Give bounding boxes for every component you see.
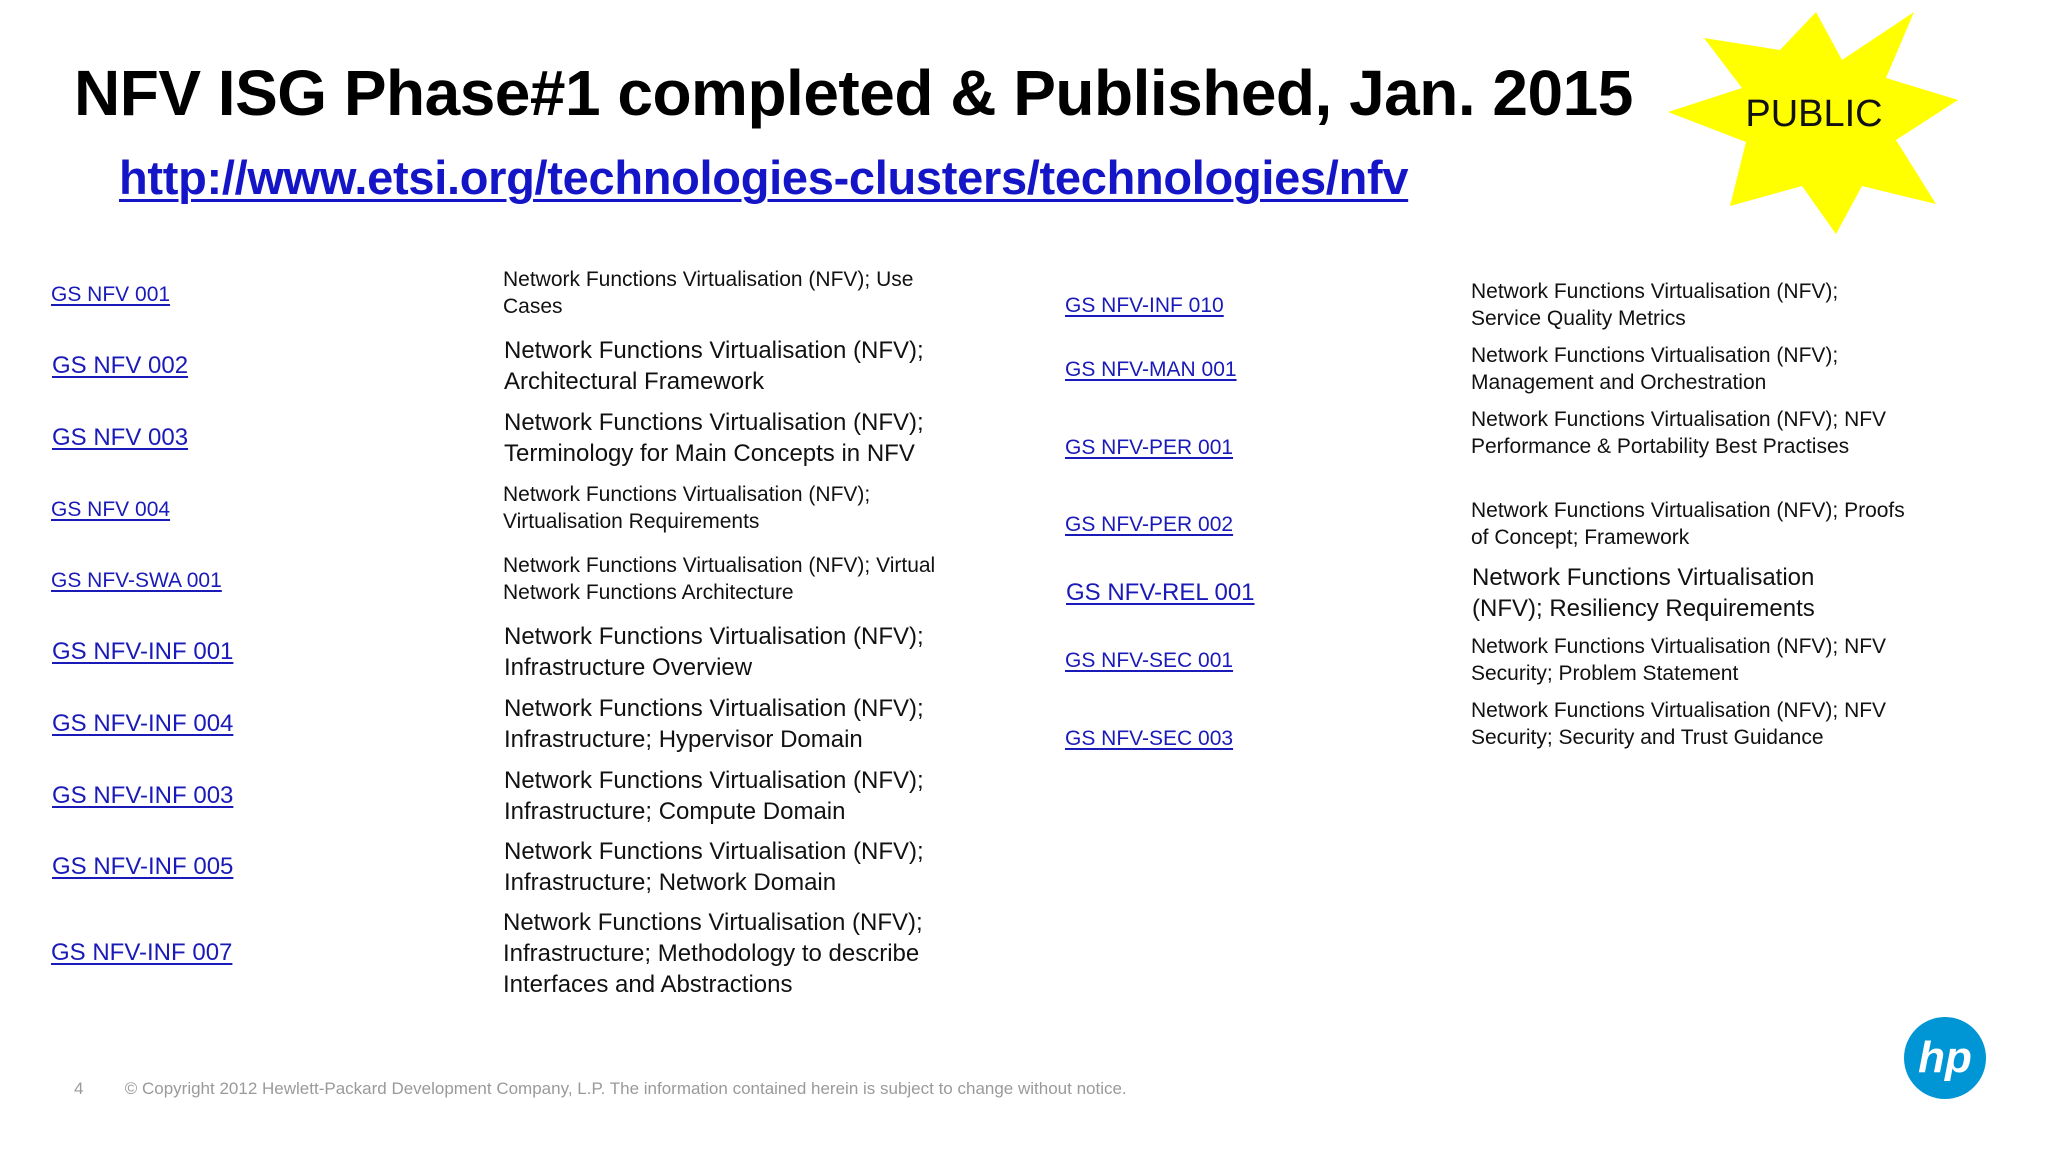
doc-desc-nfv-man-001: Network Functions Virtualisation (NFV); Management and Orchestration: [1471, 344, 1839, 394]
doc-link-nfv-002[interactable]: GS NFV 002: [52, 352, 189, 379]
hp-logo-icon: [1903, 1016, 1987, 1100]
doc-link-nfv-per-001[interactable]: GS NFV-PER 001: [1065, 436, 1234, 459]
doc-link-nfv-inf-004[interactable]: GS NFV-INF 004: [52, 710, 234, 737]
doc-link-nfv-sec-003[interactable]: GS NFV-SEC 003: [1065, 727, 1234, 750]
doc-link-nfv-inf-003[interactable]: GS NFV-INF 003: [52, 782, 234, 809]
hp-logo-text: hp: [1918, 1033, 1972, 1082]
doc-link-nfv-inf-001[interactable]: GS NFV-INF 001: [52, 638, 234, 665]
doc-link-nfv-man-001[interactable]: GS NFV-MAN 001: [1065, 358, 1237, 381]
copyright-notice: © Copyright 2012 Hewlett-Packard Development Company, L.P. The information contained herein is subject to change without notice.: [124, 1079, 1127, 1098]
badge-label: PUBLIC: [1745, 93, 1883, 135]
doc-link-nfv-001[interactable]: GS NFV 001: [51, 283, 171, 306]
doc-desc-nfv-inf-005: Network Functions Virtualisation (NFV); Infrastructure; Network Domain: [504, 838, 924, 896]
doc-link-nfv-003[interactable]: GS NFV 003: [52, 424, 189, 451]
doc-desc-nfv-001: Network Functions Virtualisation (NFV); Use Cases: [503, 268, 914, 318]
footer: [74, 1079, 1127, 1099]
doc-desc-nfv-rel-001: Network Functions Virtualisation (NFV); Resiliency Requirements: [1472, 564, 1815, 622]
doc-link-nfv-inf-005[interactable]: GS NFV-INF 005: [52, 853, 234, 880]
doc-desc-nfv-004: Network Functions Virtualisation (NFV); Virtualisation Requirements: [503, 483, 871, 533]
doc-desc-nfv-swa-001: Network Functions Virtualisation (NFV); Virtual Network Functions Architecture: [503, 554, 936, 604]
public-badge: [1660, 8, 1968, 238]
doc-desc-nfv-inf-004: Network Functions Virtualisation (NFV); Infrastructure; Hypervisor Domain: [504, 695, 924, 753]
doc-desc-nfv-inf-010: Network Functions Virtualisation (NFV); Service Quality Metrics: [1471, 280, 1839, 330]
doc-link-nfv-sec-001[interactable]: GS NFV-SEC 001: [1065, 649, 1234, 672]
doc-link-nfv-inf-007[interactable]: GS NFV-INF 007: [51, 939, 233, 966]
doc-link-nfv-rel-001[interactable]: GS NFV-REL 001: [1066, 579, 1255, 606]
doc-link-nfv-004[interactable]: GS NFV 004: [51, 498, 171, 521]
doc-desc-nfv-002: Network Functions Virtualisation (NFV); Architectural Framework: [504, 337, 924, 395]
doc-desc-nfv-003: Network Functions Virtualisation (NFV); Terminology for Main Concepts in NFV: [504, 409, 924, 467]
doc-desc-nfv-per-001: Network Functions Virtualisation (NFV); NFV Performance & Portability Best Practises: [1471, 408, 1887, 458]
doc-desc-nfv-inf-001: Network Functions Virtualisation (NFV); Infrastructure Overview: [504, 623, 924, 681]
page-title: NFV ISG Phase#1 completed & Published, Jan. 2015: [74, 57, 1633, 129]
doc-desc-nfv-sec-003: Network Functions Virtualisation (NFV); NFV Security; Security and Trust Guidance: [1471, 699, 1887, 749]
page-number: 4: [74, 1079, 84, 1098]
doc-desc-nfv-sec-001: Network Functions Virtualisation (NFV); NFV Security; Problem Statement: [1471, 635, 1887, 685]
hp-logo: [1903, 1016, 1987, 1100]
doc-desc-nfv-inf-007: Network Functions Virtualisation (NFV); Infrastructure; Methodology to describe Interfaces and Abstractions: [503, 909, 923, 998]
etsi-nfv-link[interactable]: http://www.etsi.org/technologies-clusters/technologies/nfv: [119, 151, 1409, 204]
doc-link-nfv-inf-010[interactable]: GS NFV-INF 010: [1065, 294, 1224, 317]
starburst-icon: [1660, 8, 1968, 238]
doc-link-nfv-swa-001[interactable]: GS NFV-SWA 001: [51, 569, 222, 592]
doc-desc-nfv-per-002: Network Functions Virtualisation (NFV); Proofs of Concept; Framework: [1471, 499, 1905, 549]
doc-link-nfv-per-002[interactable]: GS NFV-PER 002: [1065, 513, 1234, 536]
doc-desc-nfv-inf-003: Network Functions Virtualisation (NFV); Infrastructure; Compute Domain: [504, 767, 924, 825]
